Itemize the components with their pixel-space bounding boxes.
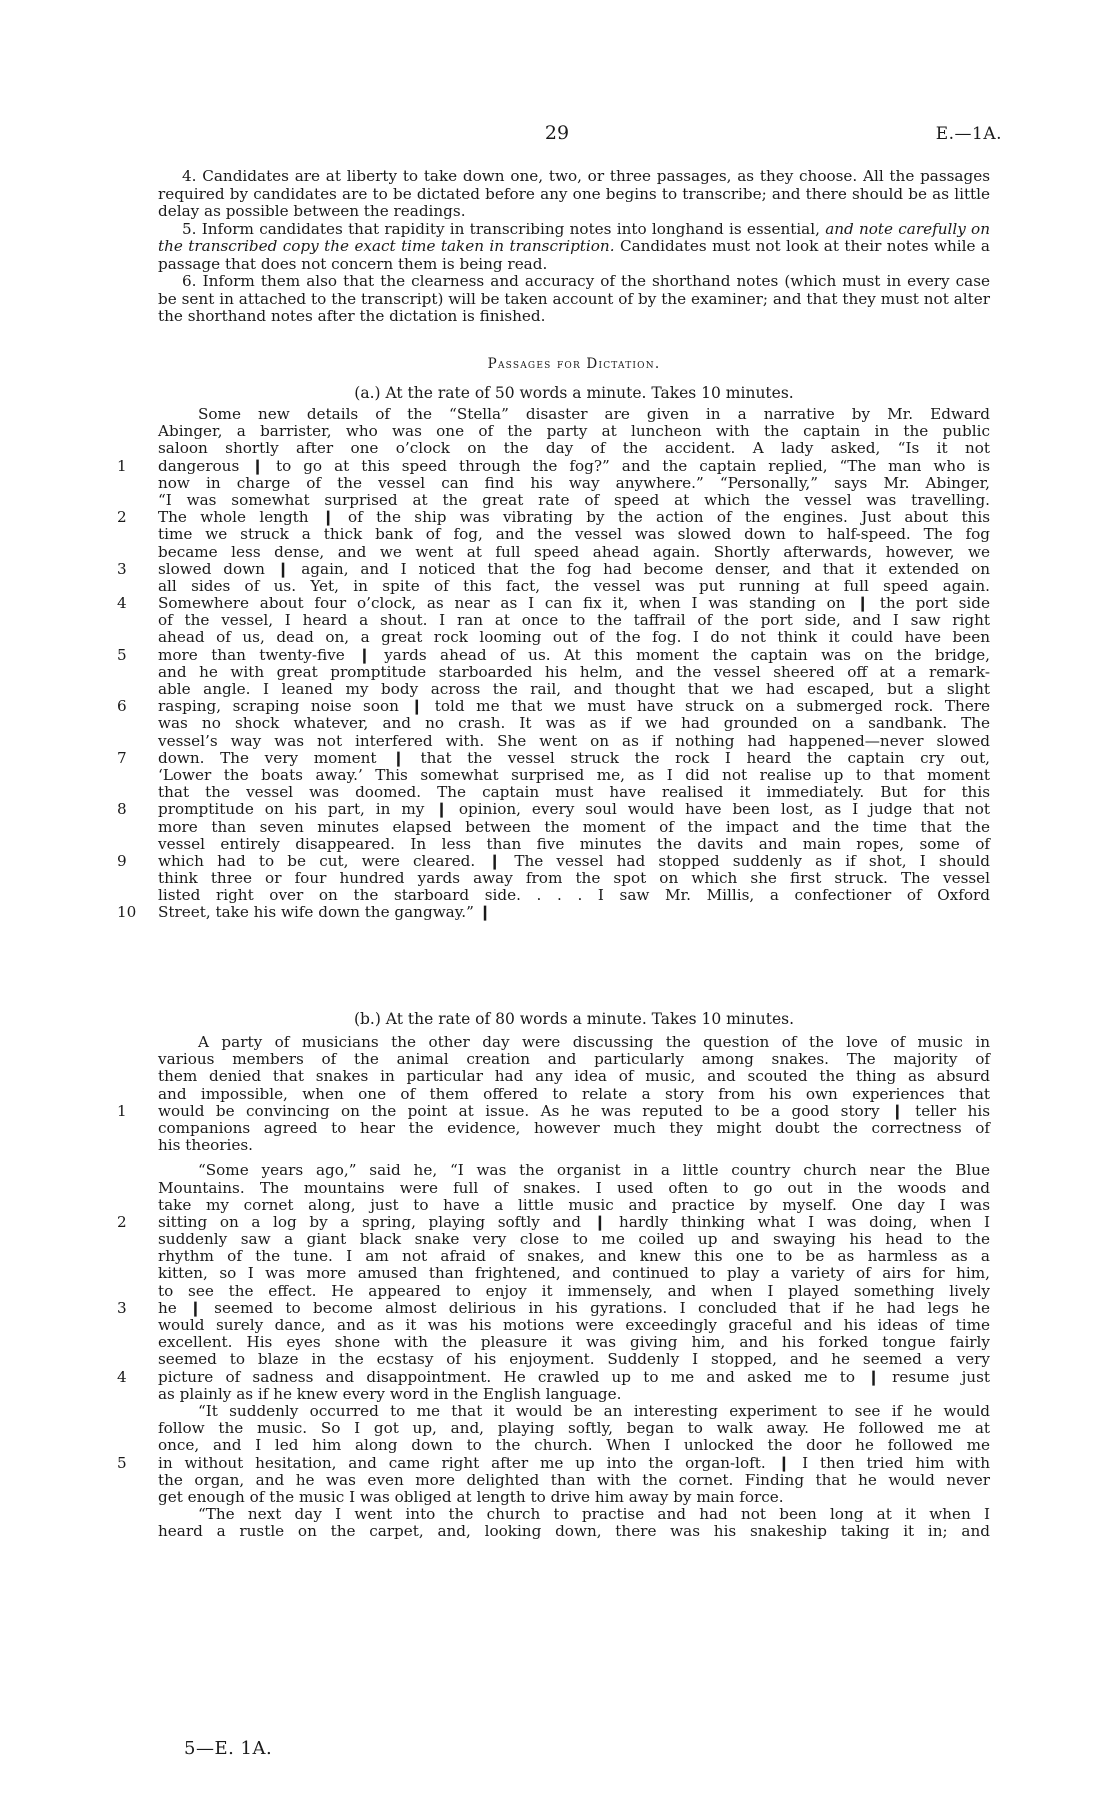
- text-line: [158, 612, 990, 629]
- text-line: [158, 733, 990, 750]
- instruction-5: 5. Inform candidates that rapidity in transcribing notes into longhand is essential, and note carefully on the transcribed copy the exact time taken in transcription. Candidates must not look at their notes while a passage that does not concern them is being read.: [158, 219, 990, 273]
- line-marker: 3: [117, 559, 127, 578]
- line-marker: 6: [117, 697, 127, 716]
- line-text: time we struck a thick bank of fog, and the vessel was slowed down to half-speed. The fog: [158, 525, 990, 544]
- line-text: his theories.: [158, 1136, 254, 1155]
- line-text: think three or four hundred yards away from the spot on which she first struck. The vessel: [158, 869, 990, 888]
- line-marker: 7: [117, 748, 127, 767]
- text-line: [158, 1180, 990, 1197]
- text-line: [117, 645, 990, 664]
- line-text: Street, take his wife down the gangway.” ❙: [158, 903, 492, 922]
- line-text: “Some years ago,” said he, “I was the organist in a little country church near the Blue: [198, 1161, 990, 1180]
- line-text: was no shock whatever, and no crash. It was as if we had grounded on a sandbank. The: [158, 714, 990, 733]
- text-line: [158, 1489, 990, 1506]
- signature-mark: 5—E. 1A.: [184, 1738, 273, 1759]
- line-text: that the vessel was doomed. The captain must have realised it immediately. But for this: [158, 783, 990, 802]
- text-line: [158, 1034, 990, 1051]
- line-text: picture of sadness and disappointment. He crawled up to me and asked me to ❙ resume just: [158, 1367, 990, 1386]
- line-text: ‘Lower the boats away.’ This somewhat surprised me, as I did not realise up to that moment: [158, 765, 990, 784]
- text-line: [158, 629, 990, 646]
- line-text: A party of musicians the other day were discussing the question of the love of music in: [198, 1033, 990, 1051]
- text-line: [158, 1248, 990, 1265]
- line-text: “I was somewhat surprised at the great rate of speed at which the vessel was travelling.: [158, 490, 990, 509]
- line-text: all sides of us. Yet, in spite of this fact, the vessel was put running at full speed again.: [158, 576, 990, 595]
- line-text: excellent. His eyes shone with the pleasure it was giving him, and his forked tongue fairly: [158, 1333, 990, 1352]
- line-marker: 10: [117, 903, 137, 922]
- text-line: [158, 1351, 990, 1368]
- line-marker: 1: [117, 1101, 127, 1120]
- line-text: once, and I led him along down to the church. When I unlocked the door he followed me: [158, 1436, 990, 1455]
- text-line: [158, 784, 990, 801]
- line-text: would be convincing on the point at issue. As he was reputed to be a good story ❙ teller his: [158, 1101, 990, 1120]
- line-text: Somewhere about four o’clock, as near as I can fix it, when I was standing on ❙ the port side: [158, 594, 990, 613]
- line-text: Some new details of the “Stella” disaster are given in a narrative by Mr. Edward: [198, 405, 990, 423]
- line-text: vessel entirely disappeared. In less than five minutes the davits and main ropes, some of: [158, 834, 990, 853]
- text-line: [158, 1197, 990, 1214]
- text-line: [117, 508, 990, 527]
- text-line: [158, 819, 990, 836]
- text-line: [117, 456, 990, 475]
- line-text: follow the music. So I got up, and, playing softly, began to walk away. He followed me at: [158, 1419, 990, 1438]
- text-line: [158, 1068, 990, 1085]
- document-reference: E.—1A.: [935, 124, 1002, 144]
- text-line: [158, 440, 990, 457]
- text-line: [158, 715, 990, 732]
- section-heading-block: [158, 356, 990, 372]
- text-line: [158, 406, 990, 423]
- text-line: [158, 1231, 990, 1248]
- text-line: [117, 559, 990, 578]
- text-line: [158, 1162, 990, 1179]
- text-line: [117, 851, 990, 870]
- line-text: them denied that snakes in particular had any idea of music, and scouted the thing as absurd: [158, 1067, 990, 1086]
- text-line: [117, 1453, 990, 1472]
- line-text: would surely dance, and as it was his motions were exceedingly graceful and his ideas of time: [158, 1316, 990, 1334]
- line-text: “The next day I went into the church to practise and had not been long at it when I: [198, 1505, 990, 1524]
- text-line: [158, 1283, 990, 1300]
- line-marker: 8: [117, 800, 127, 819]
- line-text: able angle. I leaned my body across the rail, and thought that we had escaped, but a slight: [158, 680, 990, 698]
- line-marker: 9: [117, 851, 127, 870]
- text-line: [158, 1437, 990, 1454]
- line-text: seemed to blaze in the ecstasy of his enjoyment. Suddenly I stopped, and he seemed a very: [158, 1350, 990, 1369]
- text-line: [117, 1367, 990, 1386]
- passage-a-rate: (a.) At the rate of 50 words a minute. Takes 10 minutes.: [354, 384, 794, 402]
- text-line: [158, 1265, 990, 1282]
- line-text: to see the effect. He appeared to enjoy it immensely, and when I played something lively: [158, 1281, 990, 1300]
- line-text: Abinger, a barrister, who was one of the party at luncheon with the captain in the public: [158, 422, 990, 441]
- instructions-block: [158, 168, 990, 326]
- text-line: [158, 526, 990, 543]
- line-text: became less dense, and we went at full speed ahead again. Shortly afterwards, however, we: [158, 542, 990, 561]
- line-text: promptitude on his part, in my ❙ opinion, every soul would have been lost, as I judge that not: [158, 800, 990, 819]
- line-text: he ❙ seemed to become almost delirious in his gyrations. I concluded that if he had legs he: [158, 1298, 990, 1317]
- text-line: [158, 1086, 990, 1103]
- line-text: kitten, so I was more amused than frightened, and continued to play a variety of airs for him,: [158, 1264, 990, 1283]
- line-marker: 5: [117, 645, 127, 664]
- text-line: [158, 1386, 990, 1403]
- line-text: The whole length ❙ of the ship was vibrating by the action of the engines. Just about this: [158, 508, 990, 527]
- passage-a-text: [117, 405, 990, 922]
- line-text: the organ, and he was even more delighted than with the cornet. Finding that he would never: [158, 1470, 990, 1489]
- line-marker: 4: [117, 594, 127, 613]
- text-line: [158, 1334, 990, 1351]
- instruction-6: 6. Inform them also that the clearness and accuracy of the shorthand notes (which must in every case be sent in attached to the transcript) will be taken account of by the examiner; and that they must not alter the shorthand notes after the dictation is finished.: [158, 272, 990, 325]
- line-marker: 5: [117, 1453, 127, 1472]
- line-text: of the vessel, I heard a shout. I ran at once to the taffrail of the port side, and I saw right: [158, 611, 990, 630]
- text-line: [117, 1212, 990, 1231]
- text-line: [117, 748, 990, 767]
- line-text: get enough of the music I was obliged at length to drive him away by main force.: [158, 1487, 784, 1506]
- line-text: vessel’s way was not interfered with. She went on as if nothing had happened—never slowed: [158, 731, 990, 750]
- text-line: [158, 887, 990, 904]
- line-text: now in charge of the vessel can find his way anywhere.” “Personally,” says Mr. Abinger,: [158, 473, 990, 492]
- line-text: down. The very moment ❙ that the vessel struck the rock I heard the captain cry out,: [158, 748, 990, 767]
- text-line: [158, 1403, 990, 1420]
- text-line: [158, 1137, 990, 1154]
- text-line: [117, 594, 990, 613]
- line-text: take my cornet along, just to have a little music and practice by myself. One day I was: [158, 1195, 990, 1214]
- passage-b: [117, 1010, 990, 1541]
- text-line: [158, 578, 990, 595]
- line-text: in without hesitation, and came right after me up into the organ-loft. ❙ I then tried him with: [158, 1453, 990, 1472]
- text-line: [158, 423, 990, 440]
- line-text: more than seven minutes elapsed between the moment of the impact and the time that the: [158, 817, 990, 836]
- line-text: various members of the animal creation and particularly among snakes. The majority of: [158, 1050, 990, 1069]
- text-line: [117, 800, 990, 819]
- page-number: 29: [544, 122, 570, 144]
- line-text: “It suddenly occurred to me that it would be an interesting experiment to see if he would: [198, 1401, 990, 1420]
- text-line: [158, 870, 990, 887]
- line-text: and impossible, when one of them offered to relate a story from his own experiences that: [158, 1084, 990, 1103]
- text-line: [158, 1420, 990, 1437]
- text-line: [158, 1120, 990, 1137]
- section-title: Passages for Dictation.: [487, 356, 661, 372]
- line-text: which had to be cut, were cleared. ❙ The vessel had stopped suddenly as if shot, I should: [158, 851, 990, 870]
- line-text: dangerous ❙ to go at this speed through the fog?” and the captain replied, “The man who is: [158, 456, 990, 475]
- line-text: saloon shortly after one o’clock on the day of the accident. A lady asked, “Is it not: [158, 439, 990, 458]
- line-marker: 2: [117, 1212, 127, 1231]
- passage-b-rate: (b.) At the rate of 80 words a minute. Takes 10 minutes.: [353, 1010, 795, 1028]
- line-text: rasping, scraping noise soon ❙ told me that we must have struck on a submerged rock. There: [158, 697, 990, 716]
- text-line: [117, 1298, 990, 1317]
- line-marker: 2: [117, 508, 127, 527]
- line-text: Mountains. The mountains were full of snakes. I used often to go out in the woods and: [158, 1178, 990, 1197]
- line-text: as plainly as if he knew every word in the English language.: [158, 1384, 622, 1403]
- line-text: listed right over on the starboard side. . . . I saw Mr. Millis, a confectioner of Oxford: [158, 886, 990, 905]
- line-text: more than twenty-five ❙ yards ahead of us. At this moment the captain was on the bridge,: [158, 645, 990, 664]
- line-text: and he with great promptitude starboarded his helm, and the vessel sheered off at a remark-: [158, 662, 990, 681]
- line-marker: 3: [117, 1298, 127, 1317]
- line-text: rhythm of the tune. I am not afraid of snakes, and knew this one to be as harmless as a: [158, 1247, 990, 1266]
- passage-b-text: [117, 1033, 990, 1541]
- line-text: heard a rustle on the carpet, and, looking down, there was his snakeship taking it in; and: [158, 1522, 990, 1541]
- text-line: [158, 1472, 990, 1489]
- text-line: [158, 1051, 990, 1068]
- text-line: [158, 836, 990, 853]
- line-text: companions agreed to hear the evidence, however much they might doubt the correctness of: [158, 1118, 990, 1137]
- text-line: [158, 681, 990, 698]
- line-text: suddenly saw a giant black snake very close to me coiled up and swaying his head to the: [158, 1230, 990, 1249]
- passage-a: [117, 384, 990, 922]
- instruction-4: 4. Candidates are at liberty to take down one, two, or three passages, as they choose. All the passages required by candidates are to be dictated before any one begins to transcribe; and there should be as little delay as possible between the readings.: [158, 167, 990, 220]
- text-line: [158, 544, 990, 561]
- text-line: [158, 475, 990, 492]
- text-line: [117, 1101, 990, 1120]
- line-text: ahead of us, dead on, a great rock looming out of the fog. I do not think it could have been: [158, 628, 990, 647]
- page-header: [0, 122, 1114, 148]
- text-line: [117, 697, 990, 716]
- line-marker: 1: [117, 456, 127, 475]
- line-text: slowed down ❙ again, and I noticed that the fog had become denser, and that it extended on: [158, 559, 990, 578]
- text-line: [117, 903, 990, 922]
- text-line: [158, 1523, 990, 1540]
- line-text: sitting on a log by a spring, playing softly and ❙ hardly thinking what I was doing, when I: [158, 1212, 990, 1231]
- line-marker: 4: [117, 1367, 127, 1386]
- text-line: [158, 767, 990, 784]
- text-line: [158, 1317, 990, 1334]
- text-line: [158, 664, 990, 681]
- text-line: [158, 1506, 990, 1523]
- text-line: [158, 492, 990, 509]
